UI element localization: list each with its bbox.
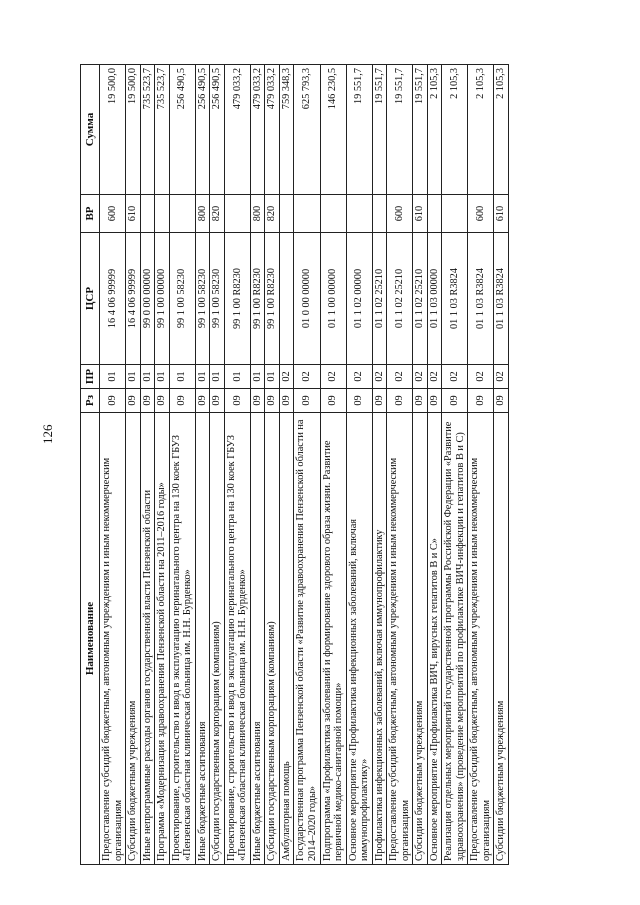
cell-csr: 01 1 03 R3824 — [468, 233, 494, 365]
table-row — [442, 65, 468, 865]
cell-rz: 09 — [155, 389, 170, 413]
cell-csr: 01 1 02 25210 — [387, 233, 413, 365]
table-row — [387, 65, 413, 865]
cell-sum: 625 793,3 — [294, 65, 320, 195]
cell-rz: 09 — [294, 389, 320, 413]
cell-vr: 600 — [387, 195, 413, 233]
cell-vr — [169, 195, 195, 233]
table-row — [100, 65, 126, 865]
cell-csr: 16 4 06 99999 — [100, 233, 126, 365]
table-row — [195, 65, 210, 865]
header-vr: ВР — [81, 195, 100, 233]
cell-name: Государственная программа Пензенской области «Развитие здравоохранения Пензенской области на 2014–2020 годы» — [294, 413, 320, 865]
cell-rz: 09 — [195, 389, 210, 413]
cell-sum: 19 551,7 — [387, 65, 413, 195]
table-row — [320, 65, 346, 865]
cell-rz: 09 — [442, 389, 468, 413]
cell-name: Проектирование, строительство и ввод в эксплуатацию перинатального центра на 130 коек ГБУЗ «Пензенская областная клиническая больница им. Н.Н. Бурденко» — [224, 413, 250, 865]
cell-vr: 600 — [468, 195, 494, 233]
cell-sum: 2 105,3 — [427, 65, 442, 195]
cell-csr: 01 0 00 00000 — [294, 233, 320, 365]
cell-rz: 09 — [346, 389, 372, 413]
cell-name: Программа «Модернизация здравоохранения Пензенской области на 2011–2016 годы» — [155, 413, 170, 865]
cell-rz: 09 — [320, 389, 346, 413]
cell-pr: 02 — [442, 365, 468, 389]
cell-sum: 479 033,2 — [265, 65, 280, 195]
cell-name: Предоставление субсидий бюджетным, автономным учреждениям и иным некоммерческим организациям — [468, 413, 494, 865]
cell-pr: 01 — [100, 365, 126, 389]
cell-rz: 09 — [210, 389, 225, 413]
cell-sum: 256 490,5 — [195, 65, 210, 195]
cell-vr: 600 — [100, 195, 126, 233]
cell-csr: 01 1 00 00000 — [320, 233, 346, 365]
cell-pr: 01 — [155, 365, 170, 389]
cell-sum: 146 230,5 — [320, 65, 346, 195]
cell-vr: 800 — [195, 195, 210, 233]
table-body — [100, 65, 509, 865]
cell-name: Проектирование, строительство и ввод в эксплуатацию перинатального центра на 130 коек ГБУЗ «Пензенская областная клиническая больница им. Н.Н. Бурденко» — [169, 413, 195, 865]
cell-vr — [140, 195, 155, 233]
budget-table — [80, 64, 509, 865]
cell-rz: 09 — [494, 389, 509, 413]
cell-csr: 99 1 00 58230 — [195, 233, 210, 365]
cell-rz: 09 — [140, 389, 155, 413]
cell-name: Субсидии государственным корпорациям (компаниям) — [265, 413, 280, 865]
header-rz: Рз — [81, 389, 100, 413]
cell-pr: 02 — [427, 365, 442, 389]
cell-pr: 02 — [320, 365, 346, 389]
cell-name: Иные бюджетные ассигнования — [195, 413, 210, 865]
cell-name: Иные непрограммные расходы органов государственной власти Пензенской области — [140, 413, 155, 865]
cell-pr: 01 — [210, 365, 225, 389]
cell-csr: 99 1 00 58230 — [210, 233, 225, 365]
cell-rz: 09 — [413, 389, 428, 413]
cell-vr: 610 — [413, 195, 428, 233]
cell-sum: 19 551,7 — [372, 65, 387, 195]
cell-sum: 2 105,3 — [468, 65, 494, 195]
cell-csr: 01 1 03 00000 — [427, 233, 442, 365]
table-row — [279, 65, 294, 865]
cell-csr: 01 1 02 00000 — [346, 233, 372, 365]
table-row — [265, 65, 280, 865]
cell-csr: 01 1 02 25210 — [372, 233, 387, 365]
table-row — [140, 65, 155, 865]
cell-csr: 01 1 03 R3824 — [442, 233, 468, 365]
cell-pr: 02 — [294, 365, 320, 389]
cell-rz: 09 — [387, 389, 413, 413]
cell-sum: 19 551,7 — [413, 65, 428, 195]
cell-sum: 735 523,7 — [140, 65, 155, 195]
table-row — [372, 65, 387, 865]
cell-name: Субсидии бюджетным учреждениям — [413, 413, 428, 865]
cell-name: Амбулаторная помощь — [279, 413, 294, 865]
table-row — [155, 65, 170, 865]
table-row — [494, 65, 509, 865]
table-row — [427, 65, 442, 865]
cell-pr: 01 — [195, 365, 210, 389]
table-row — [169, 65, 195, 865]
cell-csr: 99 0 00 00000 — [140, 233, 155, 365]
header-csr: ЦСР — [81, 233, 100, 365]
cell-pr: 01 — [250, 365, 265, 389]
cell-name: Предоставление субсидий бюджетным, автономным учреждениям и иным некоммерческим организациям — [387, 413, 413, 865]
cell-sum: 256 490,5 — [169, 65, 195, 195]
cell-rz: 09 — [100, 389, 126, 413]
cell-vr — [294, 195, 320, 233]
cell-name: Субсидии бюджетным учреждениям — [494, 413, 509, 865]
cell-sum: 479 033,2 — [224, 65, 250, 195]
cell-pr: 01 — [224, 365, 250, 389]
cell-csr: 01 1 02 25210 — [413, 233, 428, 365]
cell-name: Иные бюджетные ассигнования — [250, 413, 265, 865]
cell-pr: 02 — [413, 365, 428, 389]
cell-rz: 09 — [279, 389, 294, 413]
cell-pr: 01 — [140, 365, 155, 389]
table-row — [468, 65, 494, 865]
cell-pr: 02 — [387, 365, 413, 389]
cell-name: Подпрограмма «Профилактика заболеваний и формирование здорового образа жизни. Развитие первичной медико-санитарной помощи» — [320, 413, 346, 865]
page-number: 126 — [40, 424, 55, 444]
cell-name: Субсидии государственным корпорациям (компаниям) — [210, 413, 225, 865]
cell-sum: 19 500,0 — [126, 65, 141, 195]
cell-csr: 99 1 00 R8230 — [224, 233, 250, 365]
table-row — [250, 65, 265, 865]
cell-csr: 16 4 06 99999 — [126, 233, 141, 365]
cell-pr: 01 — [265, 365, 280, 389]
table-row — [294, 65, 320, 865]
cell-vr — [224, 195, 250, 233]
cell-rz: 09 — [468, 389, 494, 413]
header-name: Наименование — [81, 413, 100, 865]
cell-sum: 735 523,7 — [155, 65, 170, 195]
cell-pr: 02 — [494, 365, 509, 389]
cell-rz: 09 — [372, 389, 387, 413]
cell-csr: 01 1 03 R3824 — [494, 233, 509, 365]
cell-csr: 99 1 00 R8230 — [250, 233, 265, 365]
cell-name: Предоставление субсидий бюджетным, автономным учреждениям и иным некоммерческим организациям — [100, 413, 126, 865]
cell-vr: 610 — [126, 195, 141, 233]
cell-rz: 09 — [224, 389, 250, 413]
cell-sum: 2 105,3 — [442, 65, 468, 195]
cell-pr: 02 — [346, 365, 372, 389]
cell-name: Основное мероприятие «Профилактика инфекционных заболеваний, включая иммунопрофилактику» — [346, 413, 372, 865]
header-sum: Сумма — [81, 65, 100, 195]
cell-csr — [279, 233, 294, 365]
cell-vr: 820 — [265, 195, 280, 233]
cell-sum: 759 348,3 — [279, 65, 294, 195]
cell-pr: 02 — [279, 365, 294, 389]
cell-sum: 479 033,2 — [250, 65, 265, 195]
cell-rz: 09 — [250, 389, 265, 413]
header-pr: ПР — [81, 365, 100, 389]
cell-rz: 09 — [126, 389, 141, 413]
cell-rz: 09 — [265, 389, 280, 413]
cell-sum: 2 105,3 — [494, 65, 509, 195]
cell-pr: 02 — [372, 365, 387, 389]
cell-sum: 19 500,0 — [100, 65, 126, 195]
cell-vr: 800 — [250, 195, 265, 233]
cell-rz: 09 — [169, 389, 195, 413]
cell-vr — [372, 195, 387, 233]
table-row — [413, 65, 428, 865]
cell-csr: 99 1 00 58230 — [169, 233, 195, 365]
cell-vr — [346, 195, 372, 233]
cell-sum: 19 551,7 — [346, 65, 372, 195]
cell-rz: 09 — [427, 389, 442, 413]
cell-pr: 02 — [468, 365, 494, 389]
cell-name: Субсидии бюджетным учреждениям — [126, 413, 141, 865]
table-row — [346, 65, 372, 865]
cell-name: Профилактика инфекционных заболеваний, включая иммунопрофилактику — [372, 413, 387, 865]
cell-vr — [279, 195, 294, 233]
cell-pr: 01 — [126, 365, 141, 389]
cell-vr: 820 — [210, 195, 225, 233]
table-row — [126, 65, 141, 865]
cell-sum: 256 490,5 — [210, 65, 225, 195]
cell-vr — [320, 195, 346, 233]
cell-csr: 99 1 00 00000 — [155, 233, 170, 365]
cell-name: Основное мероприятие «Профилактика ВИЧ, вирусных гепатитов В и С» — [427, 413, 442, 865]
cell-csr: 99 1 00 R8230 — [265, 233, 280, 365]
table-row — [210, 65, 225, 865]
table-header-row — [81, 65, 100, 865]
cell-vr: 610 — [494, 195, 509, 233]
cell-pr: 01 — [169, 365, 195, 389]
rotated-page-content — [80, 65, 560, 865]
cell-vr — [427, 195, 442, 233]
cell-name: Реализация отдельных мероприятий государственной программы Российской Федерации «Развитие здравоохранения» (проведение мероприятий по профилактике ВИЧ-инфекции и гепатитов В и С) — [442, 413, 468, 865]
table-row — [224, 65, 250, 865]
cell-vr — [155, 195, 170, 233]
cell-vr — [442, 195, 468, 233]
